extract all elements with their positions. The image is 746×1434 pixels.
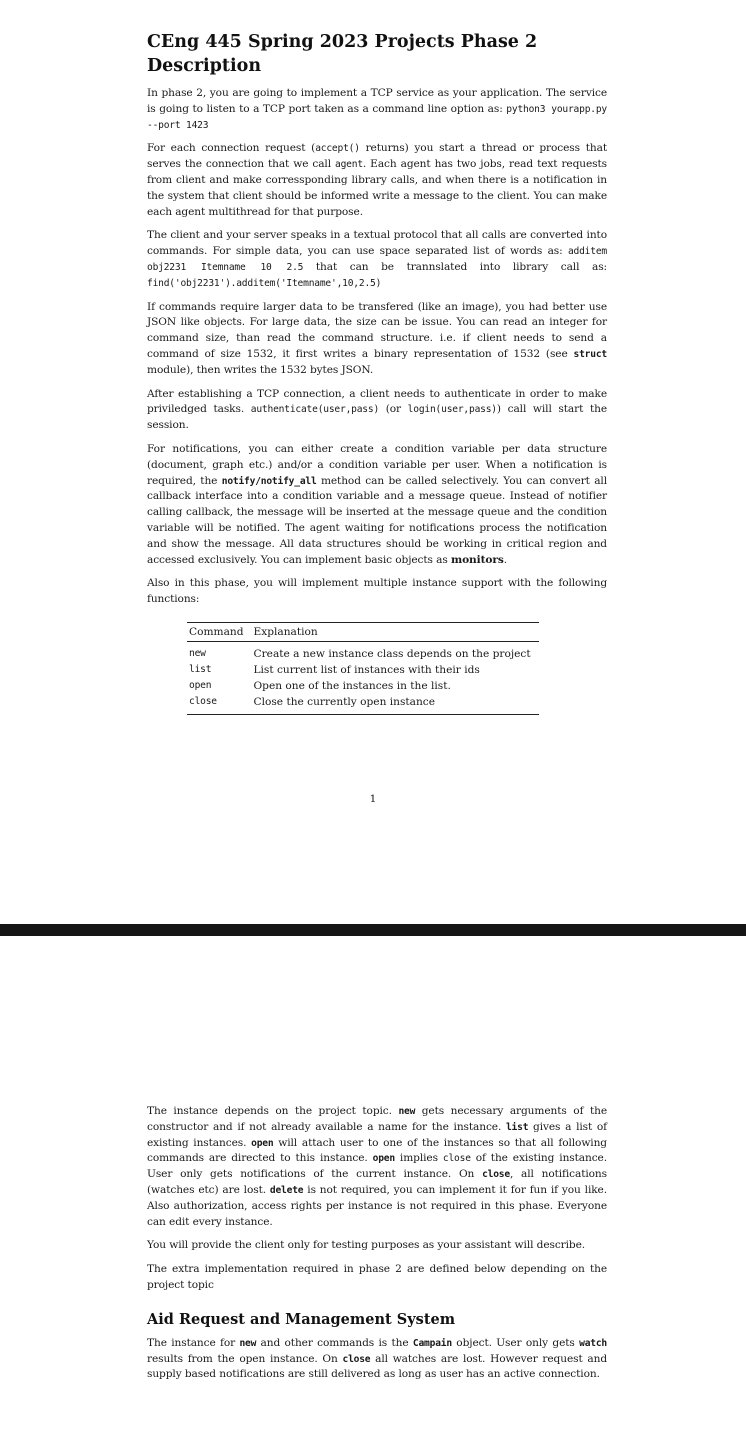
text: and other commands is the — [256, 1336, 413, 1349]
table-row — [187, 662, 539, 678]
code-additem: additem obj2231 Itemname 10 2.5 — [147, 246, 607, 273]
paragraph-protocol — [147, 228, 607, 291]
commands-table — [187, 622, 539, 715]
text: In phase 2, you are going to implement a TCP service as your application. The service is going to listen to a TCP port taken as a command line option as: — [147, 87, 607, 115]
text: implies — [394, 1152, 443, 1165]
text: is not required, you can implement it for fun if you like. Also authorization, access rights per instance is not required in this phase. Everyone can edit every instance. — [147, 1183, 607, 1228]
text: The instance for — [147, 1336, 240, 1349]
cell-command: open — [189, 679, 212, 691]
paragraph-campaign — [147, 1336, 607, 1383]
page-2-body — [147, 1104, 607, 1391]
text: (or — [379, 403, 408, 416]
text: results from the open instance. On — [147, 1352, 343, 1365]
page-divider — [0, 924, 746, 936]
code-list: list — [505, 1121, 529, 1133]
page-2 — [0, 936, 746, 1434]
text: For notifications, you can either create a condition variable per data structure (document, graph etc.) and/or a condition variable per user. When a notification is required, the — [147, 442, 607, 487]
paragraph-instances: Also in this phase, you will implement multiple instance support with the following functions: — [147, 577, 607, 606]
text: returns) you start a thread or process that serves the connection that we call — [147, 142, 607, 171]
code-campain: Campain — [412, 1337, 452, 1349]
paragraph-auth — [147, 387, 607, 434]
bold-monitors: monitors — [450, 553, 504, 566]
code-struct: struct — [573, 348, 607, 360]
table-row — [187, 641, 539, 662]
cell-explanation: Open one of the instances in the list. — [253, 679, 451, 692]
code-open: open — [372, 1153, 395, 1165]
code-close: close — [482, 1169, 510, 1181]
header-explanation: Explanation — [252, 622, 539, 641]
cell-explanation: List current list of instances with their ids — [253, 663, 480, 676]
code-open: open — [251, 1137, 274, 1149]
cell-command: close — [187, 694, 252, 715]
code-login: login(user,pass) — [407, 404, 497, 416]
code-close: close — [342, 1353, 371, 1365]
text: After establishing a TCP connection, a client needs to authenticate in order to make priviledged tasks. — [147, 387, 607, 416]
text: will attach user to one of the instances so that all following commands are directed to this instance. — [147, 1136, 607, 1165]
text: all watches are lost. However request and supply based notifications are still delivered as long as user has an active connection. — [147, 1352, 608, 1381]
text: of the existing instance. User only gets notifications of the current instance. On — [147, 1152, 607, 1181]
page-1-body — [147, 86, 607, 715]
code-notify: notify/notify_all — [221, 475, 317, 487]
code-find: find('obj2231').additem('Itemname',10,2.5) — [147, 277, 382, 289]
text: If commands require larger data to be transfered (like an image), you had better use JSON like objects. For large data, the size can be issue. You can read an integer for command size, than read the command structure. i.e. if client needs to send a command of size 1532, it first writes a binary representation of 1532 (see — [147, 300, 607, 360]
text: gets necessary arguments of the constructor and if not already available a name for the instance. — [147, 1105, 607, 1133]
code-command: python3 yourapp.py --port 1423 — [147, 103, 607, 131]
text: . Each agent has two jobs, read text requests from client and make corressponding library calls, and when there is a notification in the system that client should be informed write a message to the client. You can make each agent multithread for that purpose. — [147, 158, 607, 218]
table-row — [187, 694, 539, 715]
text: . — [503, 553, 507, 566]
table-row — [187, 678, 539, 694]
text: The instance depends on the project topic. — [147, 1105, 399, 1117]
text: The client and your server speaks in a textual protocol that all calls are converted into commands. For simple data, you can use space separated list of words as: — [147, 229, 607, 258]
header-command: Command — [187, 622, 252, 641]
code-close: close — [442, 1153, 471, 1165]
code-authenticate: authenticate(user,pass) — [250, 404, 380, 416]
text: object. User only gets — [451, 1336, 580, 1349]
code-new: new — [398, 1106, 416, 1117]
text: method can be called selectively. You can convert all callback interface into a condition variable and a message queue. Instead of notifier calling callback, the message will be inserted at the message queue and the condition variable will be notified. The agent waiting for notifications process the notification and show the message. All data structures should be working in critical region and accessed exclusively. You can implement basic objects as — [147, 474, 607, 566]
code-accept: accept() — [315, 143, 360, 155]
code-new: new — [239, 1337, 257, 1349]
table-header-row — [187, 622, 539, 641]
text: that can be trannslated into library call as: — [303, 260, 607, 273]
paragraph-json — [147, 300, 607, 379]
paragraph-extra: The extra implementation required in phase 2 are defined below depending on the project topic — [147, 1263, 607, 1291]
text: ) call will start the session. — [147, 403, 607, 432]
paragraph-agent — [147, 141, 607, 220]
code-watch: watch — [579, 1337, 608, 1349]
text: For each connection request ( — [147, 142, 316, 155]
section-heading: Aid Request and Management System — [147, 1310, 456, 1328]
text: module), then writes the 1532 bytes JSON. — [147, 363, 374, 376]
cell-explanation: Close the currently open instance — [252, 694, 539, 715]
cell-explanation: Create a new instance class depends on the project — [253, 647, 531, 660]
paragraph-intro — [147, 86, 607, 133]
code-agent: agent — [335, 159, 363, 171]
code-delete: delete — [269, 1184, 304, 1196]
text: gives a list of existing instances. — [147, 1120, 607, 1149]
paragraph-instance-topic — [147, 1104, 607, 1230]
document-title: CEng 445 Spring 2023 Projects Phase 2 Description — [147, 32, 538, 76]
paragraph-client: You will provide the client only for testing purposes as your assistant will describe. — [147, 1239, 586, 1252]
page-number: 1 — [369, 793, 377, 805]
cell-command: new — [189, 647, 206, 659]
cell-command: list — [189, 663, 212, 675]
paragraph-notifications — [147, 442, 607, 568]
text: , all notifications (watches etc) are lost. — [147, 1168, 607, 1196]
